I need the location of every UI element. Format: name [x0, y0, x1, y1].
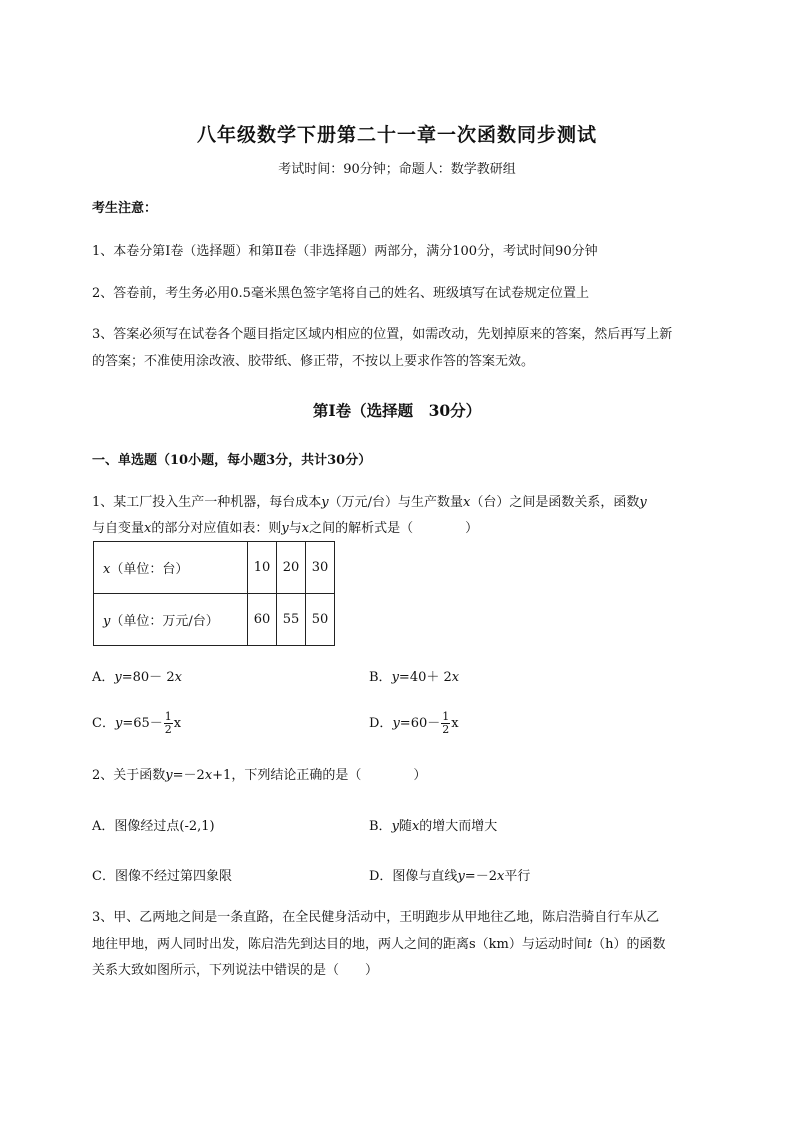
table-row-header: x（单位：台） [94, 542, 248, 594]
notice-heading: 考生注意： [92, 201, 158, 216]
q3-stem-line2: 地往甲地，两人同时出发，陈启浩先到达目的地，两人之间的距离s（km）与运动时间t（h）的函数 [92, 937, 666, 952]
table-cell: 30 [306, 542, 335, 594]
table-row [94, 542, 335, 594]
table-cell: 50 [306, 594, 335, 646]
fraction: $\frac{1}{2}$ [442, 710, 450, 736]
table-cell: 20 [277, 542, 306, 594]
section-title: 第I卷（选择题 30分） [312, 401, 482, 420]
table-cell: 10 [248, 542, 277, 594]
table-row-header: y（单位：万元/台） [94, 594, 248, 646]
fraction: $\frac{1}{2}$ [164, 710, 172, 736]
table-cell: 60 [248, 594, 277, 646]
notice-item-3-cont: 的答案；不准使用涂改液、胶带纸、修正带，不按以上要求作答的答案无效。 [92, 354, 535, 369]
table-row [94, 594, 335, 646]
q2-option-b[interactable]: B．y随x的增大而增大 [369, 819, 498, 834]
q2-option-a[interactable]: A．图像经过点(-2,1) [92, 819, 215, 834]
q1-stem-line2: 与自变量x的部分对应值如表：则y与x之间的解析式是（ ） [92, 521, 479, 536]
q1-option-b[interactable]: B．y=40＋ 2x [369, 670, 460, 685]
page-title: 八年级数学下册第二十一章一次函数同步测试 [196, 124, 597, 146]
part-heading: 一、单选题（10小题，每小题3分，共计30分） [92, 453, 372, 468]
notice-item-2: 2、答卷前，考生务必用0.5毫米黑色签字笔将自己的姓名、班级填写在试卷规定位置上 [92, 286, 589, 301]
q1-option-d[interactable]: D．y=60－ $\frac{1}{2}$ x [369, 710, 459, 736]
q1-option-c[interactable]: C．y=65－ $\frac{1}{2}$ x [92, 710, 182, 736]
q3-stem-line1: 3、甲、乙两地之间是一条直路，在全民健身活动中，王明跑步从甲地往乙地，陈启浩骑自行车从乙 [92, 910, 660, 925]
page-subtitle: 考试时间：90分钟；命题人：数学教研组 [278, 162, 516, 177]
q2-option-d[interactable]: D．图像与直线y=－2x平行 [369, 869, 531, 884]
q1-option-a[interactable]: A．y=80－ 2x [92, 670, 182, 685]
table-cell: 55 [277, 594, 306, 646]
q1-stem-line1: 1、某工厂投入生产一种机器，每台成本y（万元/台）与生产数量x（台）之间是函数关系，函数y [92, 495, 647, 510]
notice-item-3: 3、答案必须写在试卷各个题目指定区域内相应的位置，如需改动，先划掉原来的答案，然后再写上新 [92, 327, 673, 342]
q2-stem: 2、关于函数y=－2x+1，下列结论正确的是（ ） [92, 768, 427, 783]
q2-option-c[interactable]: C．图像不经过第四象限 [92, 869, 232, 884]
q1-value-table [93, 541, 335, 646]
q3-stem-line3: 关系大致如图所示，下列说法中错误的是（ ） [92, 963, 379, 978]
notice-item-1: 1、本卷分第I卷（选择题）和第Ⅱ卷（非选择题）两部分，满分100分，考试时间90分钟 [92, 244, 598, 259]
